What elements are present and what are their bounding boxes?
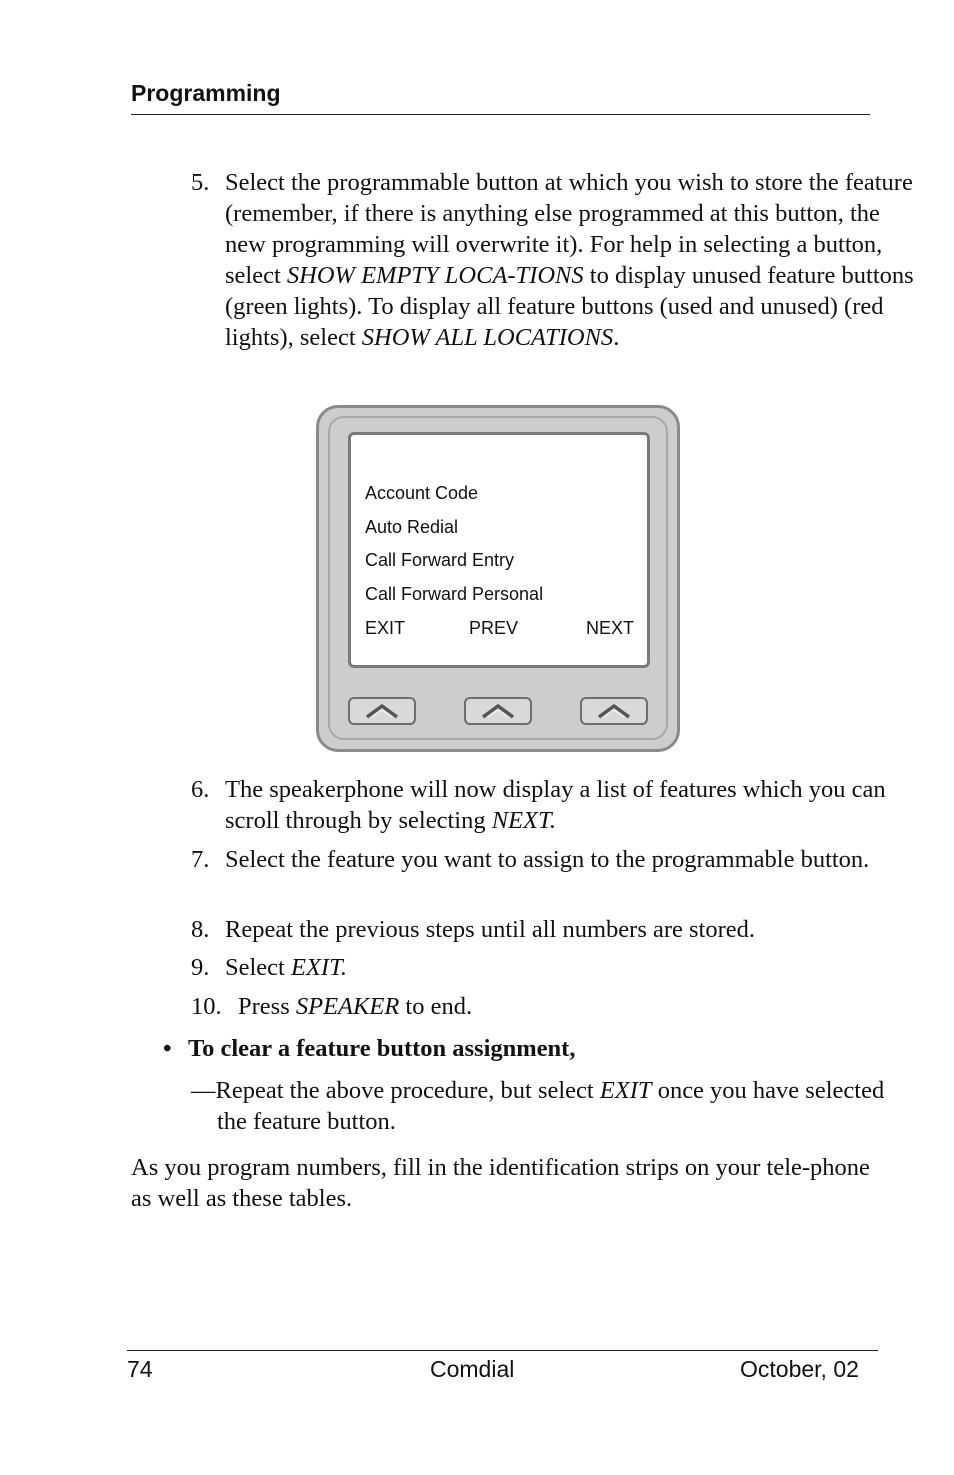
menu-item-call-forward-entry[interactable]: Call Forward Entry <box>365 550 515 570</box>
closing-paragraph: As you program numbers, fill in the identification strips on your tele-phone as well as these tables. <box>131 1154 870 1212</box>
step-5 <box>191 167 915 353</box>
bullet-mark: • <box>163 1035 172 1062</box>
step-number: 6. <box>191 776 210 803</box>
softkey-button-exit[interactable] <box>348 697 416 725</box>
dash-text: —Repeat the above procedure, but select <box>191 1077 600 1104</box>
chevron-up-icon <box>350 699 413 722</box>
step-number: 7. <box>191 846 210 873</box>
footer-divider <box>127 1350 878 1351</box>
softkey-button-prev[interactable] <box>464 697 532 725</box>
menu-item-auto-redial[interactable]: Auto Redial <box>365 517 459 537</box>
softkey-label-exit: EXIT <box>365 618 406 638</box>
page-number: 74 <box>127 1356 153 1382</box>
softkey-button-next[interactable] <box>580 697 648 725</box>
step-text: Select <box>225 954 291 981</box>
chevron-up-icon <box>466 699 529 722</box>
step-emphasis: SHOW EMPTY LOCA-TIONS <box>286 262 584 289</box>
softkey-label-prev: PREV <box>469 618 519 638</box>
step-9 <box>191 952 915 983</box>
step-emphasis: EXIT. <box>291 954 348 981</box>
step-emphasis: NEXT. <box>491 807 556 834</box>
lcd-screen <box>348 432 650 668</box>
step-text: Select the programmable button at which you wish to store the feature (remember, if there is anything else programmed at this button, the new programming will overwrite it). For help in selecting a button, select <box>225 169 913 289</box>
section-title: Programming <box>131 80 281 106</box>
bullet-text: To clear a feature button assignment, <box>188 1035 576 1062</box>
step-number: 10. <box>191 993 222 1020</box>
step-text: Repeat the previous steps until all numbers are stored. <box>225 916 756 943</box>
menu-item-account-code[interactable]: Account Code <box>365 483 479 503</box>
step-emphasis: SHOW ALL LOCATIONS <box>361 324 614 351</box>
step-text: to display unused feature buttons (green lights). To display all feature buttons (used and unused) (red lights), select <box>225 262 914 351</box>
step-7 <box>191 844 915 875</box>
step-text: Select the feature you want to assign to the programmable button. <box>225 846 870 873</box>
softkey-label-next: NEXT <box>586 618 635 638</box>
header-divider <box>131 114 870 115</box>
bullet-heading <box>163 1033 863 1064</box>
step-text: to end. <box>399 993 473 1020</box>
footer-date: October, 02 <box>740 1356 859 1382</box>
step-text: Press <box>238 993 296 1020</box>
step-text: The speakerphone will now display a list of features which you can scroll through by selecting <box>225 776 886 834</box>
menu-item-call-forward-personal[interactable]: Call Forward Personal <box>365 584 544 604</box>
step-8 <box>191 914 915 945</box>
chevron-up-icon <box>582 699 645 722</box>
step-number: 5. <box>191 169 210 196</box>
dash-emphasis: EXIT <box>599 1077 652 1104</box>
step-number: 9. <box>191 954 210 981</box>
step-6 <box>191 774 915 836</box>
dash-text: once you have selected the feature button. <box>217 1077 885 1135</box>
step-10 <box>191 991 881 1022</box>
dash-instruction <box>191 1075 897 1137</box>
step-number: 8. <box>191 916 210 943</box>
footer-company: Comdial <box>430 1356 515 1382</box>
step-emphasis: SPEAKER <box>295 993 400 1020</box>
step-text: . <box>613 324 620 351</box>
